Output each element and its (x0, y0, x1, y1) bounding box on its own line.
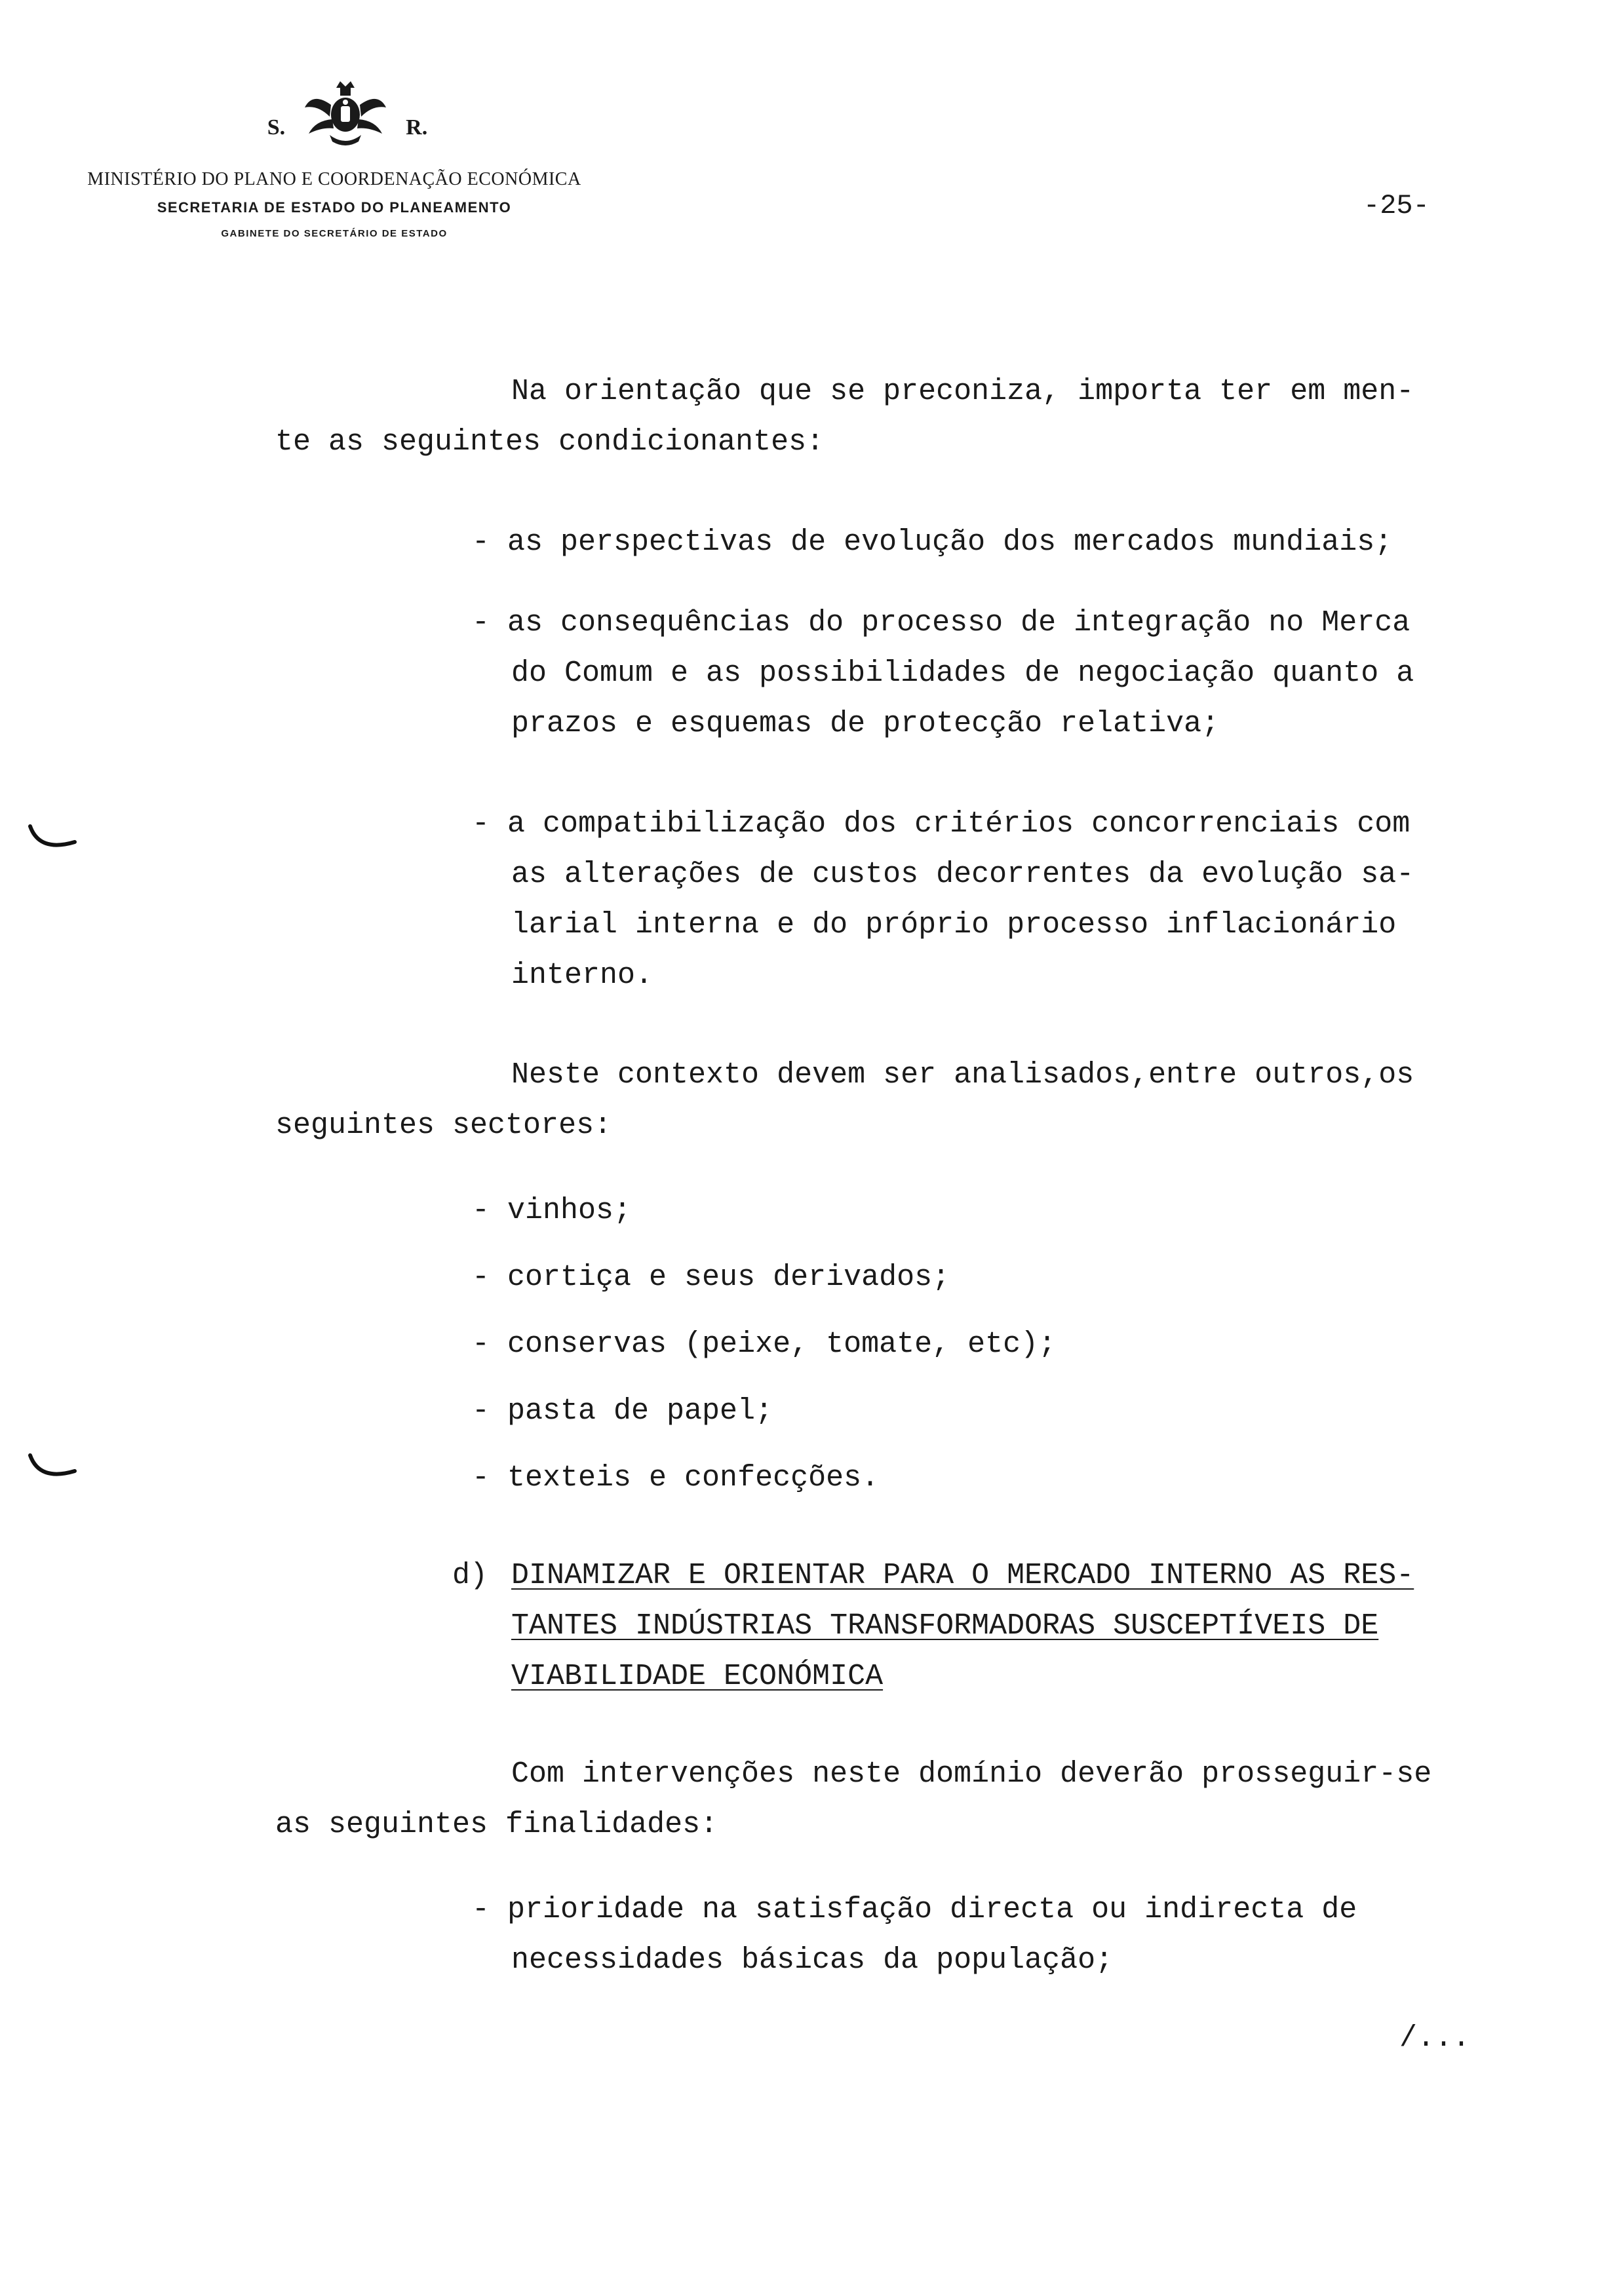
letterhead-initials-row (66, 79, 629, 151)
intro-line-2: te as seguintes condicionantes: (275, 425, 825, 459)
secretaria-name: SECRETARIA DE ESTADO DO PLANEAMENTO (157, 199, 512, 216)
sector-item-1: - vinhos; (472, 1194, 632, 1227)
coat-of-arms-seal-icon (300, 79, 391, 151)
letterhead-initial-s: S. (267, 115, 286, 140)
condition-3-line-1: - a compatibilização dos critérios concorrenciais com (472, 807, 1411, 841)
condition-2-line-3: prazos e esquemas de protecção relativa; (511, 707, 1220, 740)
sector-item-4: - pasta de papel; (472, 1394, 773, 1428)
sector-item-3: - conservas (peixe, tomate, etc); (472, 1328, 1057, 1361)
section-d-label: d) (452, 1559, 488, 1592)
page-number: -25- (1363, 190, 1430, 221)
purpose-1-line-1: - prioridade na satisfação directa ou indirecta de (472, 1893, 1357, 1926)
ministry-name: MINISTÉRIO DO PLANO E COORDENAÇÃO ECONÓMICA (87, 169, 581, 189)
section-d-heading-line-1: DINAMIZAR E ORIENTAR PARA O MERCADO INTERNO AS RES- (511, 1559, 1414, 1592)
gabinete-name: GABINETE DO SECRETÁRIO DE ESTADO (221, 228, 448, 239)
letterhead-initial-r: R. (406, 115, 428, 140)
condition-2-line-1: - as consequências do processo de integração no Merca (472, 606, 1411, 640)
condition-2-line-2: do Comum e as possibilidades de negociação quanto a (511, 657, 1414, 690)
interventions-line-1: Com intervenções neste domínio deverão prosseguir-se (511, 1757, 1432, 1791)
condition-3-line-3: larial interna e do próprio processo inflacionário (511, 908, 1397, 942)
section-d-heading-line-2: TANTES INDÚSTRIAS TRANSFORMADORAS SUSCEPTÍVEIS DE (511, 1609, 1379, 1643)
continuation-mark: /... (1399, 2021, 1471, 2055)
punch-hole-mark-icon (26, 1451, 79, 1488)
condition-1-line-1: - as perspectivas de evolução dos mercados mundiais; (472, 526, 1393, 559)
punch-hole-mark-icon (26, 822, 79, 859)
interventions-line-2: as seguintes finalidades: (275, 1808, 718, 1841)
sector-item-2: - cortiça e seus derivados; (472, 1261, 950, 1294)
condition-3-line-4: interno. (511, 959, 653, 992)
sector-item-5: - texteis e confecções. (472, 1461, 880, 1495)
purpose-1-line-2: necessidades básicas da população; (511, 1943, 1114, 1977)
condition-3-line-2: as alterações de custos decorrentes da evolução sa- (511, 858, 1414, 891)
context-line-1: Neste contexto devem ser analisados,entre outros,os (511, 1058, 1414, 1092)
context-line-2: seguintes sectores: (275, 1109, 612, 1142)
intro-line-1: Na orientação que se preconiza, importa ter em men- (511, 375, 1414, 408)
section-d-heading-line-3: VIABILIDADE ECONÓMICA (511, 1660, 884, 1693)
letterhead (39, 79, 629, 239)
